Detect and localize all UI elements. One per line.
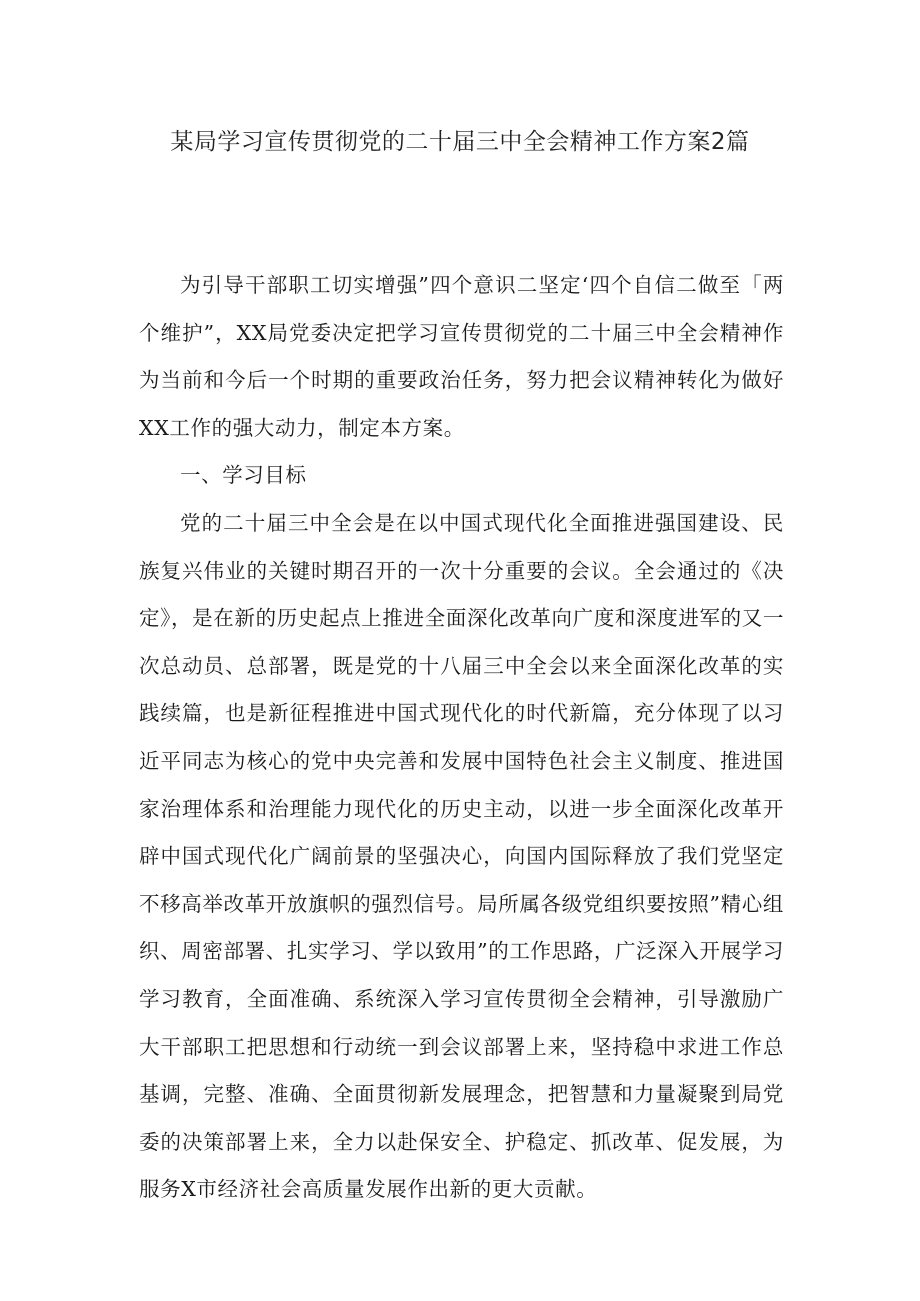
document-title: 某局学习宣传贯彻党的二十届三中全会精神工作方案2篇	[170, 129, 750, 155]
document-body	[139, 262, 784, 1214]
section-heading: 一、学习目标	[180, 463, 307, 488]
intro-paragraph: 为引导干部职工切实增强”四个意识二坚定‘四个自信二做至「两个维护”，XX局党委决定把学习宣传贯彻党的二十届三中全会精神作为当前和今后一个时期的重要政治任务，努力把会议精神转化为做好XX工作的强大动力，制定本方案。	[139, 273, 784, 440]
body-paragraph: 党的二十届三中全会是在以中国式现代化全面推进强国建设、民族复兴伟业的关键时期召开的一次十分重要的会议。全会通过的《决定》，是在新的历史起点上推进全面深化改革向广度和深度进军的又一次总动员、总部署，既是党的十八届三中全会以来全面深化改革的实践续篇，也是新征程推进中国式现代化的时代新篇，充分体现了以习近平同志为核心的党中央完善和发展中国特色社会主义制度、推进国家治理体系和治理能力现代化的历史主动，以进一步全面深化改革开辟中国式现代化广阔前景的坚强决心，向国内国际释放了我们党坚定不移高举改革开放旗帜的强烈信号。局所属各级党组织要按照”精心组织、周密部署、扎实学习、学以致用”的工作思路，广泛深入开展学习学习教育，全面准确、系统深入学习宣传贯彻全会精神，引导激励广大干部职工把思想和行动统一到会议部署上来，坚持稳中求进工作总基调，完整、准确、全面贯彻新发展理念，把智慧和力量凝聚到局党委的决策部署上来，全力以赴保安全、护稳定、抓改革、促发展，为服务X市经济社会高质量发展作出新的更大贡献。	[139, 510, 784, 1202]
